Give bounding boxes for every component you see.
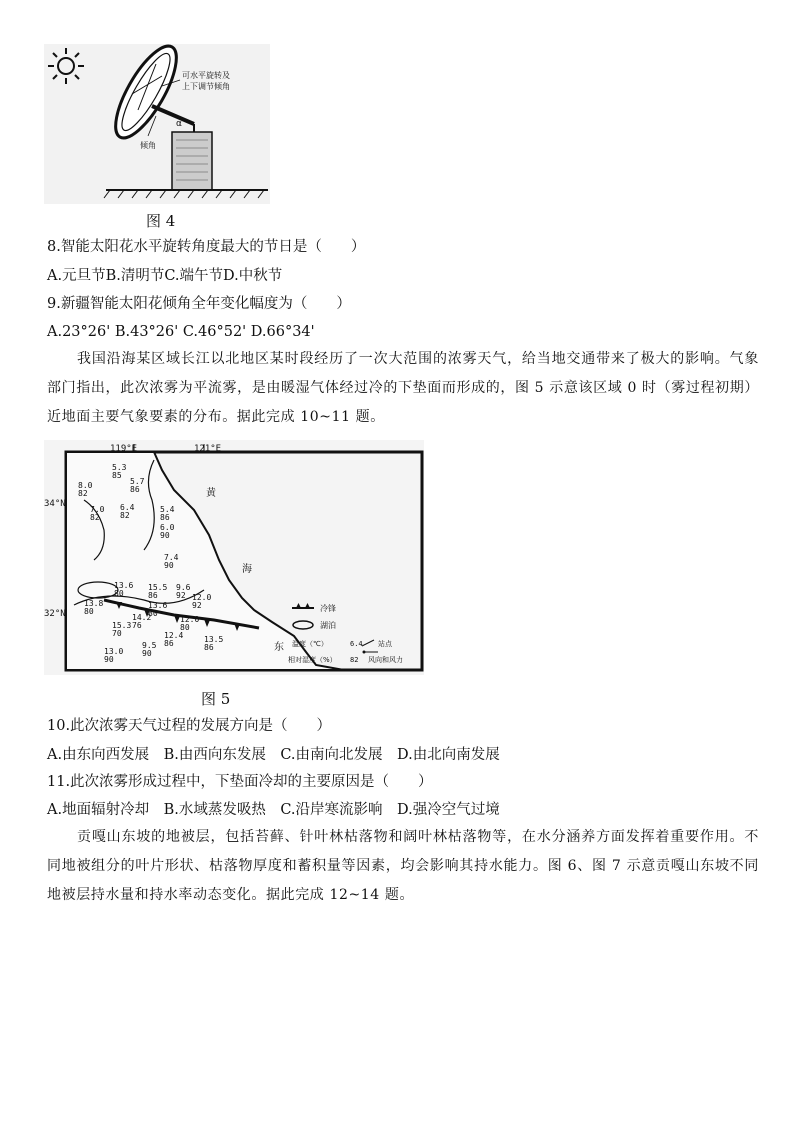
- question-9-options: A.23°26' B.43°26' C.46°52' D.66°34': [47, 324, 315, 340]
- legend-humidity: 相对湿度（%）: [288, 656, 337, 664]
- station-humidity: 76: [132, 621, 142, 630]
- station-temp: 12.0: [180, 615, 200, 624]
- station-humidity: 90: [104, 655, 114, 664]
- station-humidity: 80: [148, 609, 158, 618]
- fog-map: [44, 440, 424, 675]
- figure-5-caption: 图 5: [201, 690, 231, 708]
- station-humidity: 80: [114, 589, 124, 598]
- lon-121: 121°E: [194, 444, 222, 454]
- station-humidity: 90: [164, 561, 174, 570]
- passage-10-11: 我国沿海某区域长江以北地区某时段经历了一次大范围的浓雾天气，给当地交通带来了极大的影响。气象部门指出，此次浓雾为平流雾，是由暖湿气体经过冷的下垫面而形成的，图 5 示意该区域 0 时（雾过程初期）近地面主要气象要素的分布。据此完成 10~11 题。: [47, 351, 759, 425]
- east-label: 东: [274, 642, 284, 653]
- station-humidity: 90: [160, 531, 170, 540]
- station-temp: 13.5: [204, 635, 224, 644]
- lon-119: 119°E: [110, 444, 138, 454]
- lat-32: 32°N: [44, 609, 66, 619]
- station-temp: 9.6: [176, 583, 191, 592]
- station-humidity: 80: [180, 623, 190, 632]
- station-temp: 13.6: [148, 601, 168, 610]
- station-humidity: 86: [130, 485, 140, 494]
- station-humidity: 80: [84, 607, 94, 616]
- station-temp: 13.0: [104, 647, 124, 656]
- legend-station: 站点: [378, 640, 392, 648]
- station-temp: 13.8: [84, 599, 104, 608]
- station-humidity: 92: [192, 601, 202, 610]
- figure-5-map: [44, 440, 424, 675]
- figure-4: [44, 44, 270, 204]
- alpha-label: α: [176, 119, 182, 129]
- tilt-label: 倾角: [140, 141, 156, 150]
- question-10-options: A.由东向西发展 B.由西向东发展 C.由南向北发展 D.由北向南发展: [47, 747, 500, 763]
- legend-lake: 湖泊: [320, 621, 336, 630]
- question-11-options: A.地面辐射冷却 B.水域蒸发吸热 C.沿岸寒流影响 D.强冷空气过境: [47, 802, 500, 818]
- solar-flower-diagram: [44, 44, 270, 204]
- station-temp: 9.5: [142, 641, 157, 650]
- station-temp: 5.4: [160, 505, 175, 514]
- question-11-stem: 11.此次浓雾形成过程中，下垫面冷却的主要原因是（ ）: [47, 774, 433, 790]
- question-8-stem: 8.智能太阳花水平旋转角度最大的节日是（ ）: [47, 239, 366, 255]
- station-temp: 12.0: [192, 593, 212, 602]
- station-temp: 14.2: [132, 613, 152, 622]
- station-humidity: 82: [120, 511, 130, 520]
- legend-temperature: 温度（℃）: [292, 640, 328, 648]
- station-temp: 13.6: [114, 581, 134, 590]
- station-humidity: 82: [90, 513, 100, 522]
- sea-label-hai: 海: [242, 564, 252, 575]
- question-10-stem: 10.此次浓雾天气过程的发展方向是（ ）: [47, 718, 332, 734]
- station-humidity: 86: [164, 639, 174, 648]
- rotate-label-line1: 可水平旋转及: [182, 71, 230, 80]
- station-temp: 5.7: [130, 477, 145, 486]
- station-temp: 15.5: [148, 583, 168, 592]
- lat-34: 34°N: [44, 499, 66, 509]
- station-temp: 8.0: [78, 481, 93, 490]
- station-humidity: 86: [204, 643, 214, 652]
- station-humidity: 85: [112, 471, 122, 480]
- station-humidity: 70: [112, 629, 122, 638]
- pedestal: [172, 132, 212, 190]
- station-humidity: 92: [176, 591, 186, 600]
- question-8-options: A.元旦节B.清明节C.端午节D.中秋节: [47, 268, 283, 284]
- legend-wind: 风向和风力: [368, 656, 403, 664]
- passage-12-14: 贡嘎山东坡的地被层，包括苔藓、针叶林枯落物和阔叶林枯落物等，在水分涵养方面发挥着重要作用。不同地被组分的叶片形状、枯落物厚度和蓄积量等因素，均会影响其持水能力。图 6、图 7 示意贡嘎山东坡不同地被层持水量和持水率动态变化。据此完成 12~14 题。: [47, 829, 759, 903]
- figure-4-caption: 图 4: [146, 212, 176, 230]
- station-temp: 6.0: [160, 523, 175, 532]
- station-temp: 6.4: [120, 503, 135, 512]
- station-temp: 7.4: [164, 553, 179, 562]
- station-temp: 15.3: [112, 621, 132, 630]
- legend-sample-hum: 82: [350, 656, 359, 664]
- station-humidity: 86: [148, 591, 158, 600]
- station-temp: 7.0: [90, 505, 105, 514]
- station-humidity: 86: [160, 513, 170, 522]
- question-9-stem: 9.新疆智能太阳花倾角全年变化幅度为（ ）: [47, 296, 351, 312]
- station-temp: 5.3: [112, 463, 127, 472]
- station-humidity: 90: [142, 649, 152, 658]
- legend-sample-temp: 6.4: [350, 640, 363, 648]
- rotate-label-line2: 上下调节倾角: [182, 82, 230, 91]
- station-temp: 12.4: [164, 631, 184, 640]
- legend-cold-front: 冷锋: [320, 604, 336, 613]
- sea-label-huang: 黄: [206, 488, 216, 499]
- station-humidity: 82: [78, 489, 88, 498]
